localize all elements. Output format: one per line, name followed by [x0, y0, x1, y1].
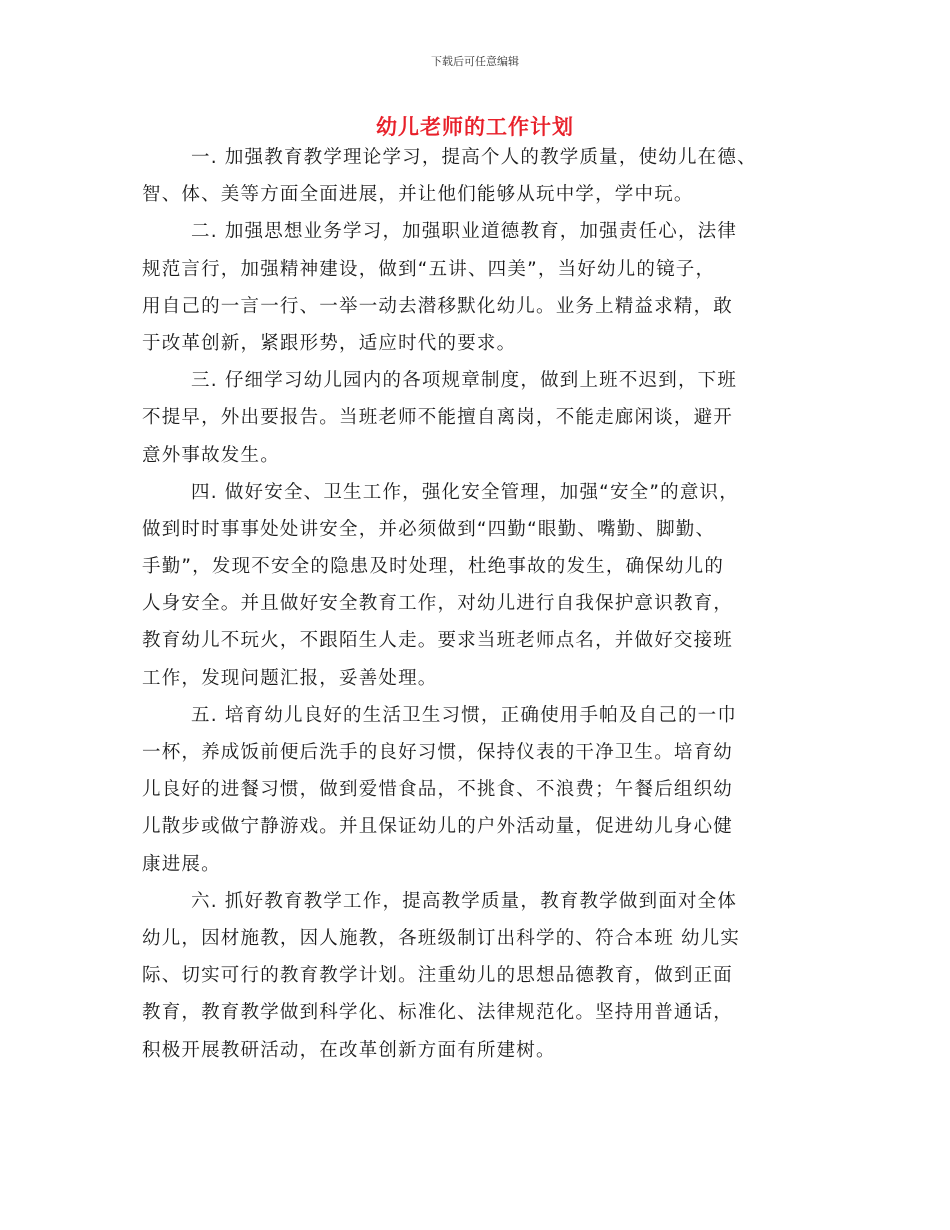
text-line: 教育，教育教学做到科学化、标准化、法律规范化。坚持用普通话，	[142, 1002, 734, 1024]
text-line: 三. 仔细学习幼儿园内的各项规章制度，做到上班不迟到，下班	[191, 370, 738, 392]
text-line: 于改革创新，紧跟形势，适应时代的要求。	[142, 332, 517, 354]
text-line: 积极开展教研活动，在改革创新方面有所建树。	[142, 1039, 556, 1061]
text-line: 人身安全。并且做好安全教育工作，对幼儿进行自我保护意识教育，	[142, 593, 734, 615]
text-line: 四. 做好安全、卫生工作，强化安全管理，加强“安全”的意识，	[191, 481, 739, 503]
text-line: 六. 抓好教育教学工作，提高教学质量，教育教学做到面对全体	[191, 890, 738, 912]
text-line: 工作，发现问题汇报，妥善处理。	[142, 667, 438, 689]
header-note: 下载后可任意编辑	[431, 55, 519, 68]
text-line: 用自己的一言一行、一举一动去潜移默化幼儿。业务上精益求精，敢	[142, 295, 734, 317]
text-line: 手勤”，发现不安全的隐患及时处理，杜绝事故的发生，确保幼儿的	[142, 556, 725, 578]
text-line: 二. 加强思想业务学习，加强职业道德教育，加强责任心，法律	[191, 221, 738, 243]
text-line: 儿散步或做宁静游戏。并且保证幼儿的户外活动量，促进幼儿身心健	[142, 816, 734, 838]
text-line: 教育幼儿不玩火，不跟陌生人走。要求当班老师点名，并做好交接班	[142, 630, 734, 652]
text-line: 儿良好的进餐习惯，做到爱惜食品，不挑食、不浪费；午餐后组织幼	[142, 779, 734, 801]
text-line: 五. 培育幼儿良好的生活卫生习惯，正确使用手帕及自己的一巾	[191, 704, 738, 726]
text-line: 不提早，外出要报告。当班老师不能擅自离岗，不能走廊闲谈，避开	[142, 407, 734, 429]
page-title: 幼儿老师的工作计划	[376, 115, 574, 139]
document-body	[142, 139, 832, 1069]
text-line: 意外事故发生。	[142, 444, 280, 466]
text-line: 康进展。	[142, 853, 221, 875]
text-line: 一杯，养成饭前便后洗手的良好习惯，保持仪表的干净卫生。培育幼	[142, 742, 734, 763]
text-line: 一. 加强教育教学理论学习，提高个人的教学质量，使幼儿在德、	[191, 147, 757, 168]
text-line: 做到时时事事处处讲安全，并必须做到“四勤“眼勤、嘴勤、脚勤、	[142, 518, 716, 540]
text-line: 规范言行，加强精神建设，做到“五讲、四美”，当好幼儿的镜子，	[142, 258, 716, 280]
text-line: 智、体、美等方面全面进展，并让他们能够从玩中学，学中玩。	[142, 184, 694, 206]
text-line: 际、切实可行的教育教学计划。注重幼儿的思想品德教育，做到正面	[142, 965, 734, 987]
text-line: 幼儿，因材施教，因人施教，各班级制订出科学的、符合本班 幼儿实	[142, 927, 741, 949]
